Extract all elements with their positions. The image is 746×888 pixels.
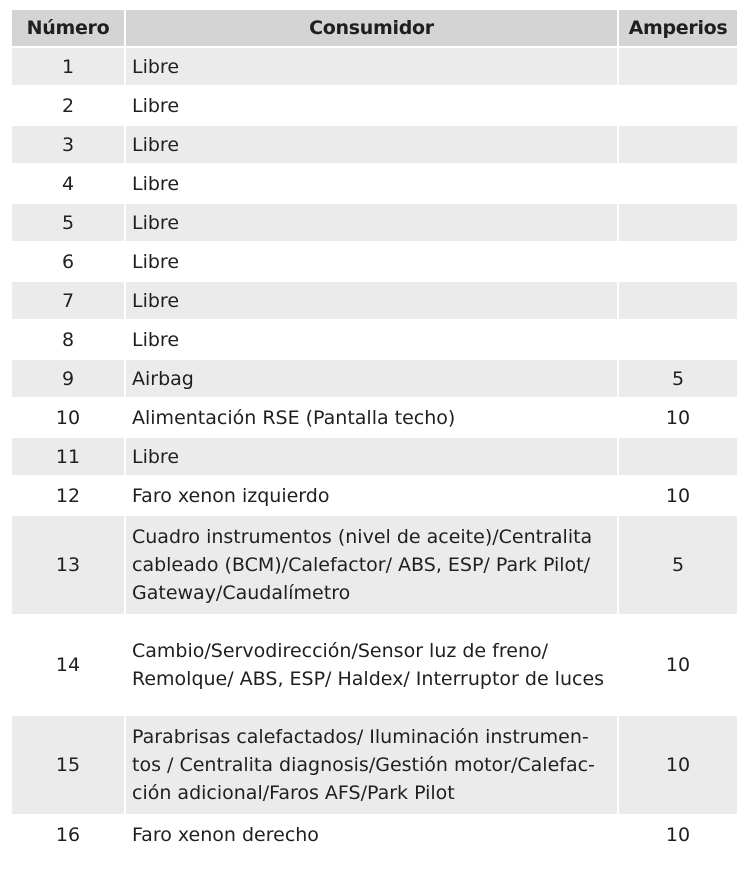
row-amperios [618, 203, 738, 242]
row-consumidor: Libre [125, 203, 618, 242]
row-amperios [618, 125, 738, 164]
table-row [11, 125, 738, 164]
row-numero: 15 [11, 715, 125, 815]
row-numero: 6 [11, 242, 125, 281]
table-row [11, 320, 738, 359]
row-numero: 2 [11, 86, 125, 125]
table-row [11, 437, 738, 476]
row-consumidor: Libre [125, 320, 618, 359]
row-consumidor: Libre [125, 281, 618, 320]
table-row [11, 359, 738, 398]
table-row [11, 515, 738, 615]
row-consumidor: Libre [125, 437, 618, 476]
table-row [11, 47, 738, 86]
row-amperios [618, 281, 738, 320]
row-amperios [618, 242, 738, 281]
fuse-table [10, 8, 739, 855]
row-amperios: 10 [618, 476, 738, 515]
row-consumidor: Libre [125, 164, 618, 203]
row-amperios [618, 437, 738, 476]
row-numero: 16 [11, 815, 125, 854]
table-row [11, 615, 738, 715]
row-numero: 10 [11, 398, 125, 437]
row-numero: 13 [11, 515, 125, 615]
row-amperios [618, 47, 738, 86]
table-row [11, 476, 738, 515]
row-amperios: 10 [618, 715, 738, 815]
row-consumidor: Cambio/Servodirección/Sensor luz de freno/ Remolque/ ABS, ESP/ Haldex/ Interruptor de luces [125, 615, 618, 715]
header-consumidor: Consumidor [125, 9, 618, 47]
row-numero: 9 [11, 359, 125, 398]
row-consumidor: Faro xenon izquierdo [125, 476, 618, 515]
row-numero: 8 [11, 320, 125, 359]
row-amperios: 10 [618, 615, 738, 715]
row-amperios [618, 86, 738, 125]
row-consumidor: Libre [125, 125, 618, 164]
row-consumidor: Libre [125, 242, 618, 281]
row-numero: 14 [11, 615, 125, 715]
row-numero: 12 [11, 476, 125, 515]
row-amperios [618, 164, 738, 203]
row-consumidor: Cuadro instrumentos (nivel de aceite)/Centralita cableado (BCM)/Calefactor/ ABS, ESP/ Park Pilot/ Gateway/Caudalímetro [125, 515, 618, 615]
row-numero: 4 [11, 164, 125, 203]
row-numero: 7 [11, 281, 125, 320]
row-amperios [618, 320, 738, 359]
header-row [11, 9, 738, 47]
row-consumidor: Airbag [125, 359, 618, 398]
row-consumidor: Alimentación RSE (Pantalla techo) [125, 398, 618, 437]
header-amperios: Amperios [618, 9, 738, 47]
row-numero: 1 [11, 47, 125, 86]
table-row [11, 398, 738, 437]
table-row [11, 242, 738, 281]
row-consumidor: Faro xenon derecho [125, 815, 618, 854]
row-numero: 3 [11, 125, 125, 164]
table-row [11, 203, 738, 242]
table-row [11, 715, 738, 815]
header-numero: Número [11, 9, 125, 47]
row-amperios: 10 [618, 398, 738, 437]
row-consumidor: Libre [125, 86, 618, 125]
table-row [11, 281, 738, 320]
row-numero: 5 [11, 203, 125, 242]
row-amperios: 5 [618, 515, 738, 615]
row-numero: 11 [11, 437, 125, 476]
table-row [11, 86, 738, 125]
table-row [11, 815, 738, 854]
row-consumidor: Libre [125, 47, 618, 86]
row-amperios: 5 [618, 359, 738, 398]
table-row [11, 164, 738, 203]
row-amperios: 10 [618, 815, 738, 854]
row-consumidor: Parabrisas calefactados/ Iluminación instrumen-tos / Centralita diagnosis/Gestión motor/Calefac-ción adicional/Faros AFS/Park Pilot [125, 715, 618, 815]
